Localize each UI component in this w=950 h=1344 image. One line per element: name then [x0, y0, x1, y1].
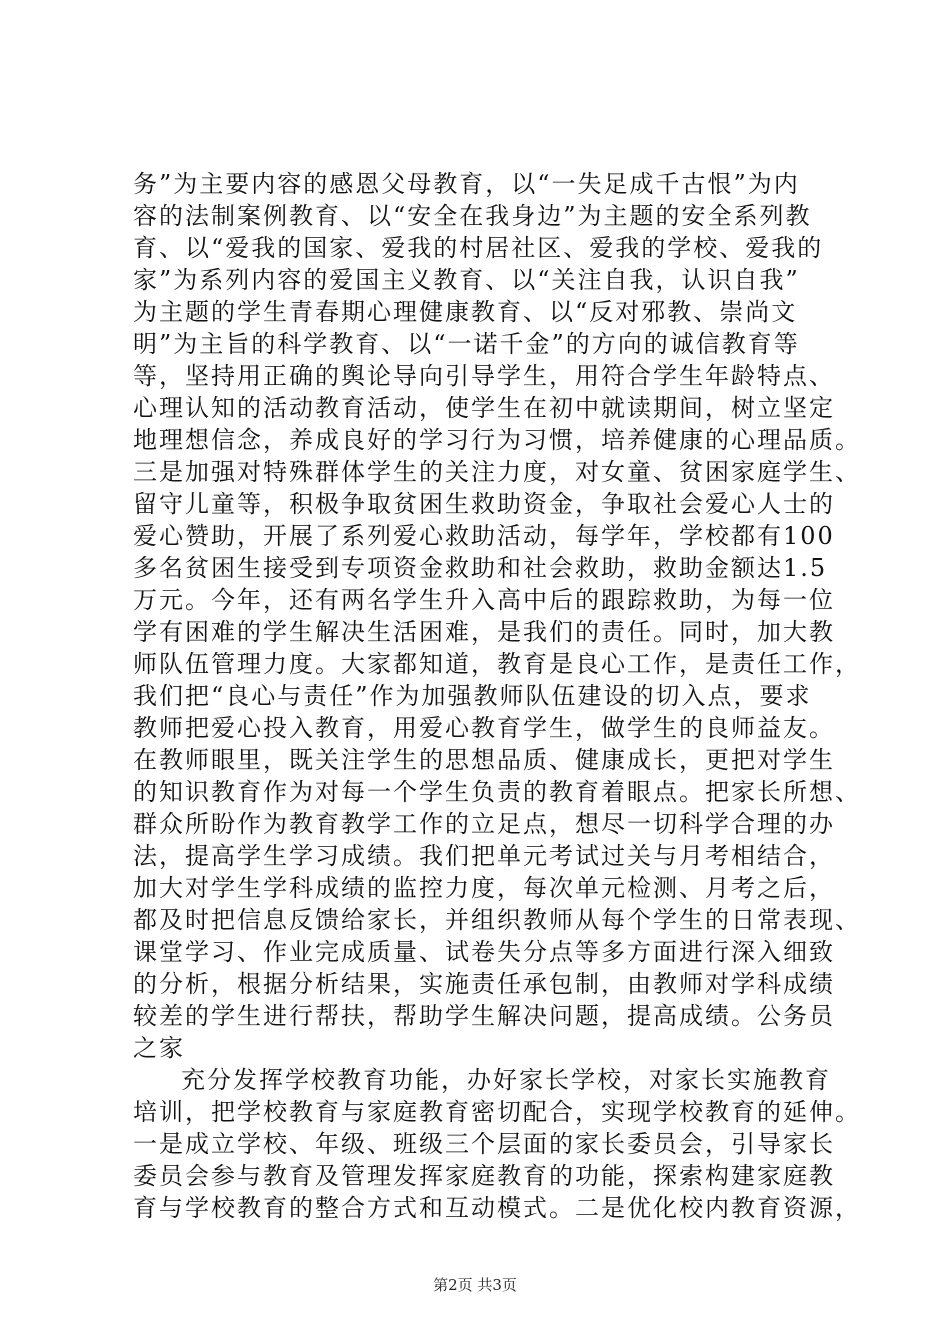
text-line: 家”为系列内容的爱国主义教育、以“关注自我，认识自我” [133, 266, 800, 294]
text-line: 万元。今年，还有两名学生升入高中后的跟踪救助，为每一位 [133, 586, 835, 614]
text-line: 三是加强对特殊群体学生的关注力度，对女童、贫困家庭学生、 [133, 458, 861, 486]
text-line: 之家 [133, 1034, 185, 1062]
text-line: 加大对学生学科成绩的监控力度，每次单元检测、月考之后， [133, 874, 835, 902]
text-line: 务”为主要内容的感恩父母教育，以“一失足成千古恨”为内 [133, 170, 800, 198]
text-line: 一是成立学校、年级、班级三个层面的家长委员会，引导家长 [133, 1130, 835, 1158]
text-line: 学有困难的学生解决生活困难，是我们的责任。同时，加大教 [133, 618, 835, 646]
text-line: 育与学校教育的整合方式和互动模式。二是优化校内教育资源， [133, 1194, 861, 1222]
text-line: 法，提高学生学习成绩。我们把单元考试过关与月考相结合， [133, 842, 835, 870]
text-line: 培训，把学校教育与家庭教育密切配合，实现学校教育的延伸。 [133, 1098, 861, 1126]
text-line: 群众所盼作为教育教学工作的立足点，想尽一切科学合理的办 [133, 810, 835, 838]
text-line: 较差的学生进行帮扶，帮助学生解决问题，提高成绩。公务员 [133, 1002, 835, 1030]
text-line: 容的法制案例教育、以“安全在我身边”为主题的安全系列教 [133, 202, 812, 230]
text-line: 地理想信念，养成良好的学习行为习惯，培养健康的心理品质。 [133, 426, 861, 454]
text-line: 师队伍管理力度。大家都知道，教育是良心工作，是责任工作， [133, 650, 861, 678]
page-footer-number: 第2页 共3页 [433, 1276, 517, 1294]
document-body [133, 168, 861, 1224]
text-line: 爱心赞助，开展了系列爱心救助活动，每学年，学校都有100 [133, 522, 835, 550]
text-line: 教师把爱心投入教育，用爱心教育学生，做学生的良师益友。 [133, 714, 835, 742]
text-line: 都及时把信息反馈给家长，并组织教师从每个学生的日常表现、 [133, 906, 861, 934]
text-line: 在教师眼里，既关注学生的思想品质、健康成长，更把对学生 [133, 746, 835, 774]
text-line: 的分析，根据分析结果，实施责任承包制，由教师对学科成绩 [133, 970, 835, 998]
text-line: 的知识教育作为对每一个学生负责的教育着眼点。把家长所想、 [133, 778, 861, 806]
text-line: 为主题的学生青春期心理健康教育、以“反对邪教、崇尚文 [133, 298, 798, 326]
text-line: 课堂学习、作业完成质量、试卷失分点等多方面进行深入细致 [133, 938, 835, 966]
text-line: 留守儿童等，积极争取贫困生救助资金，争取社会爱心人士的 [133, 490, 835, 518]
paragraph-first-line: 充分发挥学校教育功能，办好家长学校，对家长实施教育 [181, 1066, 831, 1094]
text-line: 育、以“爱我的国家、爱我的村居社区、爱我的学校、爱我的 [133, 234, 824, 262]
text-line: 我们把“良心与责任”作为加强教师队伍建设的切入点，要求 [133, 682, 812, 710]
text-line: 等，坚持用正确的舆论导向引导学生，用符合学生年龄特点、 [133, 362, 835, 390]
text-line: 多名贫困生接受到专项资金救助和社会救助，救助金额达1.5 [133, 554, 828, 582]
text-line: 心理认知的活动教育活动，使学生在初中就读期间，树立坚定 [133, 394, 835, 422]
text-line: 明”为主旨的科学教育、以“一诺千金”的方向的诚信教育等 [133, 330, 800, 358]
text-line: 委员会参与教育及管理发挥家庭教育的功能，探索构建家庭教 [133, 1162, 835, 1190]
